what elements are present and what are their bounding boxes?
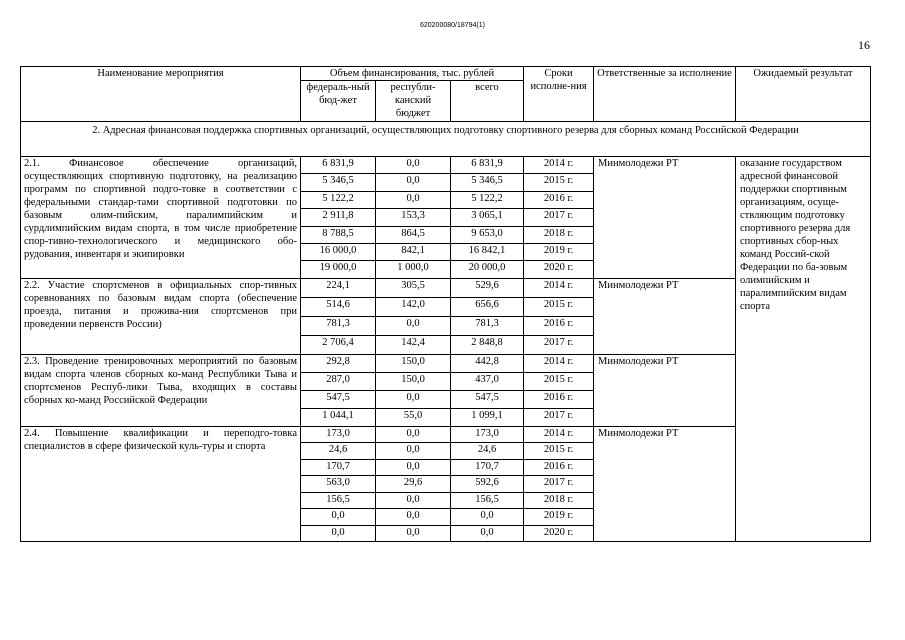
value-republic: 142,4: [401, 336, 425, 348]
value-federal: 173,0: [326, 427, 350, 439]
item-responsible: Минмолодежи РТ: [594, 157, 736, 279]
value-federal: 170,7: [326, 460, 350, 472]
value-year: 2017 г.: [543, 336, 574, 348]
value-federal: 19 000,0: [319, 262, 357, 274]
value-year: 2017 г.: [543, 210, 574, 222]
value-year: 2015 г.: [543, 373, 574, 385]
value-federal: 5 346,5: [322, 175, 354, 187]
item-total-values: [451, 157, 524, 279]
value-total: 3 065,1: [471, 210, 503, 222]
value-federal: 6 831,9: [322, 158, 354, 169]
value-federal: 5 122,2: [322, 192, 354, 204]
value-total: 547,5: [475, 391, 499, 403]
value-republic: 0,0: [406, 317, 420, 329]
value-republic: 150,0: [401, 373, 425, 385]
value-total: 781,3: [475, 317, 499, 329]
item-total-values: [451, 426, 524, 542]
value-republic: 55,0: [403, 409, 423, 421]
value-year: 2017 г.: [543, 477, 574, 489]
header-financing: Объем финансирования, тыс. рублей: [301, 67, 524, 81]
value-republic: 0,0: [406, 192, 420, 204]
value-year: 2020 г.: [543, 526, 574, 538]
value-federal: 287,0: [326, 373, 350, 385]
value-year: 2016 г.: [543, 460, 574, 472]
value-year: 2016 г.: [543, 391, 574, 403]
value-total: 20 000,0: [468, 262, 506, 274]
value-total: 656,6: [475, 298, 499, 310]
header-terms: Сроки исполне-ния: [524, 67, 594, 122]
item-total-values: [451, 354, 524, 426]
header-republic: республи-канский бюджет: [376, 81, 451, 122]
value-total: 0,0: [480, 510, 494, 522]
financing-table: [20, 66, 871, 542]
value-federal: 224,1: [326, 279, 350, 291]
item-republic-values: [376, 278, 451, 354]
value-year: 2019 г.: [543, 244, 574, 256]
value-total: 170,7: [475, 460, 499, 472]
value-total: 442,8: [475, 355, 499, 367]
value-federal: 8 788,5: [322, 227, 354, 239]
value-republic: 0,0: [406, 444, 420, 456]
value-republic: 150,0: [401, 355, 425, 367]
header-federal: федераль-ный бюд-жет: [301, 81, 376, 122]
value-total: 16 842,1: [468, 244, 506, 256]
value-republic: 864,5: [401, 227, 425, 239]
value-year: 2016 г.: [543, 317, 574, 329]
item-row: [21, 157, 871, 279]
value-total: 9 653,0: [471, 227, 503, 239]
value-total: 24,6: [477, 444, 497, 456]
value-federal: 2 706,4: [322, 336, 354, 348]
value-total: 173,0: [475, 427, 499, 439]
value-republic: 153,3: [401, 210, 425, 222]
value-federal: 781,3: [326, 317, 350, 329]
section-row: [21, 122, 871, 157]
expected-result: оказание государством адресной финансовой поддержки спортивным организациям, осуще-ствляющим подготовку спортивного резерва для спортивных сбор-ных команд Россий-ской Федерации по ба-зовым олимпийским и паралимпийским видам спорта: [736, 157, 871, 542]
value-total: 437,0: [475, 373, 499, 385]
value-republic: 0,0: [406, 175, 420, 187]
value-republic: 29,6: [403, 477, 423, 489]
value-federal: 292,8: [326, 355, 350, 367]
value-year: 2014 г.: [543, 427, 574, 439]
item-year-values: [524, 278, 594, 354]
value-year: 2014 г.: [543, 355, 574, 367]
value-total: 156,5: [475, 493, 499, 505]
value-total: 529,6: [475, 279, 499, 291]
value-federal: 1 044,1: [322, 409, 354, 421]
item-federal-values: [301, 278, 376, 354]
value-federal: 0,0: [331, 526, 345, 538]
item-name: 2.2. Участие спортсменов в официальных спор-тивных соревнованиях по базовым видам спорта (обеспечение проезда, питания и прожива-ния спортсменов при проведении первенств России): [21, 278, 301, 354]
item-republic-values: [376, 426, 451, 542]
value-total: 2 848,8: [471, 336, 503, 348]
value-republic: 142,0: [401, 298, 425, 310]
value-year: 2015 г.: [543, 298, 574, 310]
value-year: 2020 г.: [543, 262, 574, 274]
page-number: 16: [858, 38, 870, 52]
item-responsible: Минмолодежи РТ: [594, 426, 736, 542]
item-total-values: [451, 278, 524, 354]
value-total: 5 122,2: [471, 192, 503, 204]
item-responsible: Минмолодежи РТ: [594, 278, 736, 354]
value-republic: 305,5: [401, 279, 425, 291]
header-result: Ожидаемый результат: [736, 67, 871, 122]
item-responsible: Минмолодежи РТ: [594, 354, 736, 426]
value-total: 6 831,9: [471, 158, 503, 169]
item-republic-values: [376, 354, 451, 426]
document-id: 620200080/18794(1): [419, 22, 485, 29]
value-federal: 547,5: [326, 391, 350, 403]
value-federal: 514,6: [326, 298, 350, 310]
value-republic: 0,0: [406, 526, 420, 538]
value-year: 2019 г.: [543, 510, 574, 522]
value-republic: 0,0: [406, 158, 420, 169]
value-republic: 0,0: [406, 427, 420, 439]
value-year: 2018 г.: [543, 227, 574, 239]
value-total: 5 346,5: [471, 175, 503, 187]
value-federal: 2 911,8: [322, 210, 354, 222]
value-republic: 0,0: [406, 460, 420, 472]
item-name: 2.3. Проведение тренировочных мероприятий по базовым видам спорта членов сборных ко-манд Республики Тыва и спортсменов Респуб-лики Тыва, входящих в составы сборных ко-манд Российской Федерации: [21, 354, 301, 426]
value-federal: 24,6: [328, 444, 348, 456]
value-total: 1 099,1: [471, 409, 503, 421]
value-year: 2014 г.: [543, 279, 574, 291]
value-federal: 156,5: [326, 493, 350, 505]
value-year: 2017 г.: [543, 409, 574, 421]
item-year-values: [524, 157, 594, 279]
value-republic: 0,0: [406, 391, 420, 403]
header-name: Наименование мероприятия: [21, 67, 301, 122]
item-name: 2.1. Финансовое обеспечение организаций, осуществляющих спортивную подготовку, на реализацию программ по спортивной подго-товке в соответствии с федеральными стандар-тами спортивной подготовки по базовым олим-пийским, паралимпийским и сурдлимпийским видам спорта, в том числе приобретение спор-тивно-технологического и медицинского обо-рудования, инвентаря и экипировки: [21, 157, 301, 279]
header-total: всего: [451, 81, 524, 122]
item-name: 2.4. Повышение квалификации и переподго-товка специалистов в сфере физической куль-туры и спорта: [21, 426, 301, 542]
header-row: [21, 67, 871, 81]
value-republic: 0,0: [406, 493, 420, 505]
item-year-values: [524, 354, 594, 426]
value-republic: 1 000,0: [397, 262, 429, 274]
value-year: 2014 г.: [543, 158, 574, 169]
item-year-values: [524, 426, 594, 542]
value-year: 2016 г.: [543, 192, 574, 204]
value-year: 2015 г.: [543, 175, 574, 187]
value-federal: 16 000,0: [319, 244, 357, 256]
value-federal: 563,0: [326, 477, 350, 489]
item-federal-values: [301, 354, 376, 426]
value-year: 2015 г.: [543, 444, 574, 456]
value-year: 2018 г.: [543, 493, 574, 505]
section-title: 2. Адресная финансовая поддержка спортивных организаций, осуществляющих подготовку спортивного резерва для сборных команд Российской Федерации: [21, 122, 871, 157]
item-federal-values: [301, 426, 376, 542]
value-republic: 0,0: [406, 510, 420, 522]
value-republic: 842,1: [401, 244, 425, 256]
item-republic-values: [376, 157, 451, 279]
value-total: 592,6: [475, 477, 499, 489]
value-federal: 0,0: [331, 510, 345, 522]
header-responsible: Ответственные за исполнение: [594, 67, 736, 122]
item-federal-values: [301, 157, 376, 279]
value-total: 0,0: [480, 526, 494, 538]
